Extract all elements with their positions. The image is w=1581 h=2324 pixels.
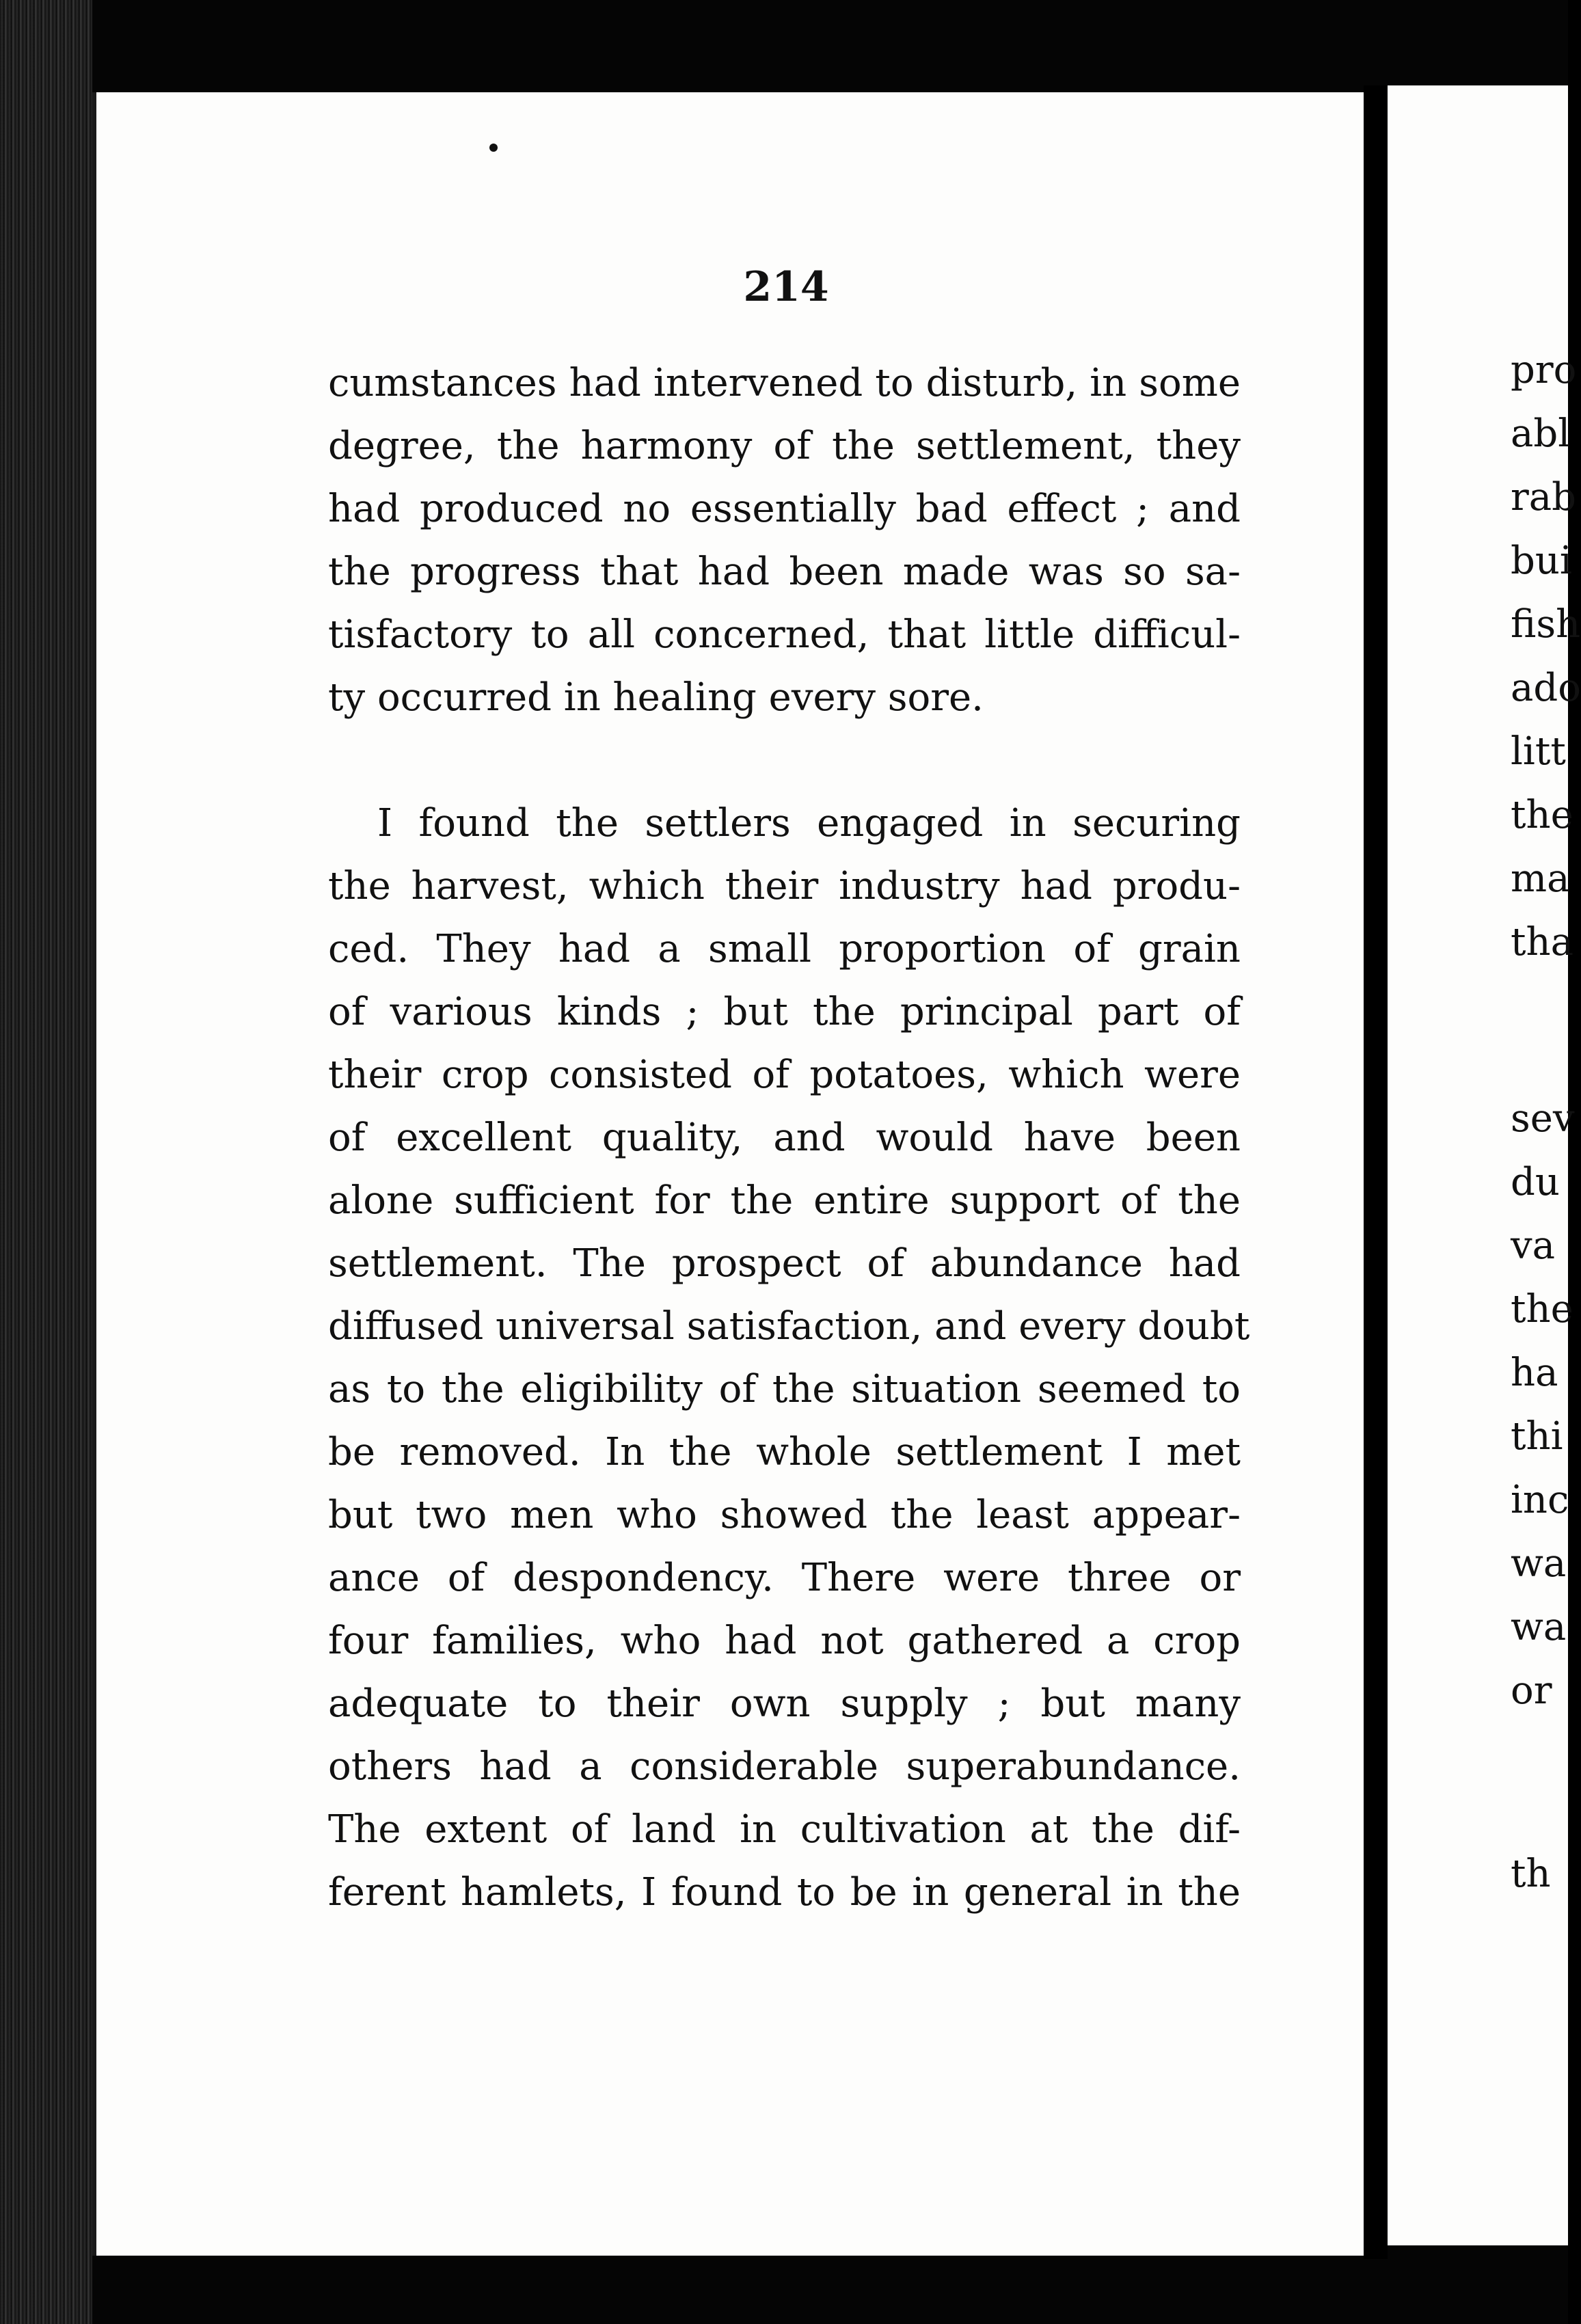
text-line: cumstances had intervened to disturb, in some <box>328 361 1241 405</box>
fragment-line: wa <box>1511 1605 1567 1649</box>
facing-page-fragments-top <box>1511 338 1581 974</box>
fragment-line: fish <box>1511 602 1581 647</box>
fragment-line: abl <box>1511 411 1571 456</box>
text-line: the harvest, which their industry had produ- <box>328 864 1241 908</box>
text-line: be removed. In the whole settlement I met <box>328 1430 1241 1474</box>
fragment-line: wa <box>1511 1541 1567 1586</box>
text-line: alone sufficient for the entire support of the <box>328 1178 1241 1223</box>
fragment-line: the <box>1511 1287 1573 1332</box>
paragraph-gap <box>328 729 1241 792</box>
text-line: The extent of land in cultivation at the dif- <box>328 1807 1241 1852</box>
fragment-line: the <box>1511 793 1573 837</box>
fragment-line: pro <box>1511 348 1577 392</box>
fragment-line: thi <box>1511 1414 1563 1459</box>
fragment-line: tha <box>1511 920 1573 964</box>
text-line: degree, the harmony of the settlement, they <box>328 424 1241 468</box>
fragment-line: ado <box>1511 666 1581 710</box>
fragment-line: or <box>1511 1668 1552 1713</box>
text-line: their crop consisted of potatoes, which were <box>328 1053 1241 1097</box>
fragment-line: ha <box>1511 1351 1558 1395</box>
text-line: ferent hamlets, I found to be in general in the <box>328 1870 1241 1915</box>
fragment-line: va <box>1511 1224 1556 1268</box>
fragment-line: ma <box>1511 856 1570 901</box>
fragment-line: bui <box>1511 539 1572 583</box>
text-line: ance of despondency. There were three or <box>328 1556 1241 1600</box>
text-line: ty occurred in healing every sore. <box>328 675 984 720</box>
text-line: tisfactory to all concerned, that little difficul- <box>328 612 1241 657</box>
fragment-line: inc <box>1511 1478 1569 1522</box>
fragment-line: sev <box>1511 1096 1575 1141</box>
text-line: I found the settlers engaged in securing <box>377 801 1241 846</box>
fragment-line: du <box>1511 1160 1560 1204</box>
text-line: but two men who showed the least appear- <box>328 1493 1241 1537</box>
page-text <box>328 352 1250 1924</box>
fragment-line: litt <box>1511 729 1566 774</box>
text-line: ced. They had a small proportion of grain <box>328 927 1241 971</box>
book-binding-edge <box>0 0 92 2324</box>
text-line: others had a considerable superabundance. <box>328 1744 1241 1789</box>
text-line: of various kinds ; but the principal part of <box>328 990 1241 1034</box>
paragraph-2 <box>328 792 1250 1924</box>
page-number: 214 <box>743 263 829 311</box>
text-line: adequate to their own supply ; but many <box>328 1681 1241 1726</box>
text-line: as to the eligibility of the situation seemed to <box>328 1367 1241 1411</box>
text-line: of excellent quality, and would have been <box>328 1116 1241 1160</box>
text-line: diffused universal satisfaction, and every doubt <box>328 1304 1250 1349</box>
fragment-line: rab <box>1511 475 1577 519</box>
text-line: settlement. The prospect of abundance had <box>328 1241 1241 1286</box>
facing-page-fragments-bottom <box>1511 1842 1551 1906</box>
text-line: the progress that had been made was so sa- <box>328 550 1241 594</box>
facing-page-fragments-middle <box>1511 1087 1575 1722</box>
paragraph-1 <box>328 352 1241 729</box>
fragment-line: th <box>1511 1852 1551 1896</box>
page-gutter <box>1364 85 1388 2259</box>
text-line: four families, who had not gathered a crop <box>328 1619 1241 1663</box>
ink-speck <box>489 144 498 152</box>
text-line: had produced no essentially bad effect ; and <box>328 487 1241 531</box>
